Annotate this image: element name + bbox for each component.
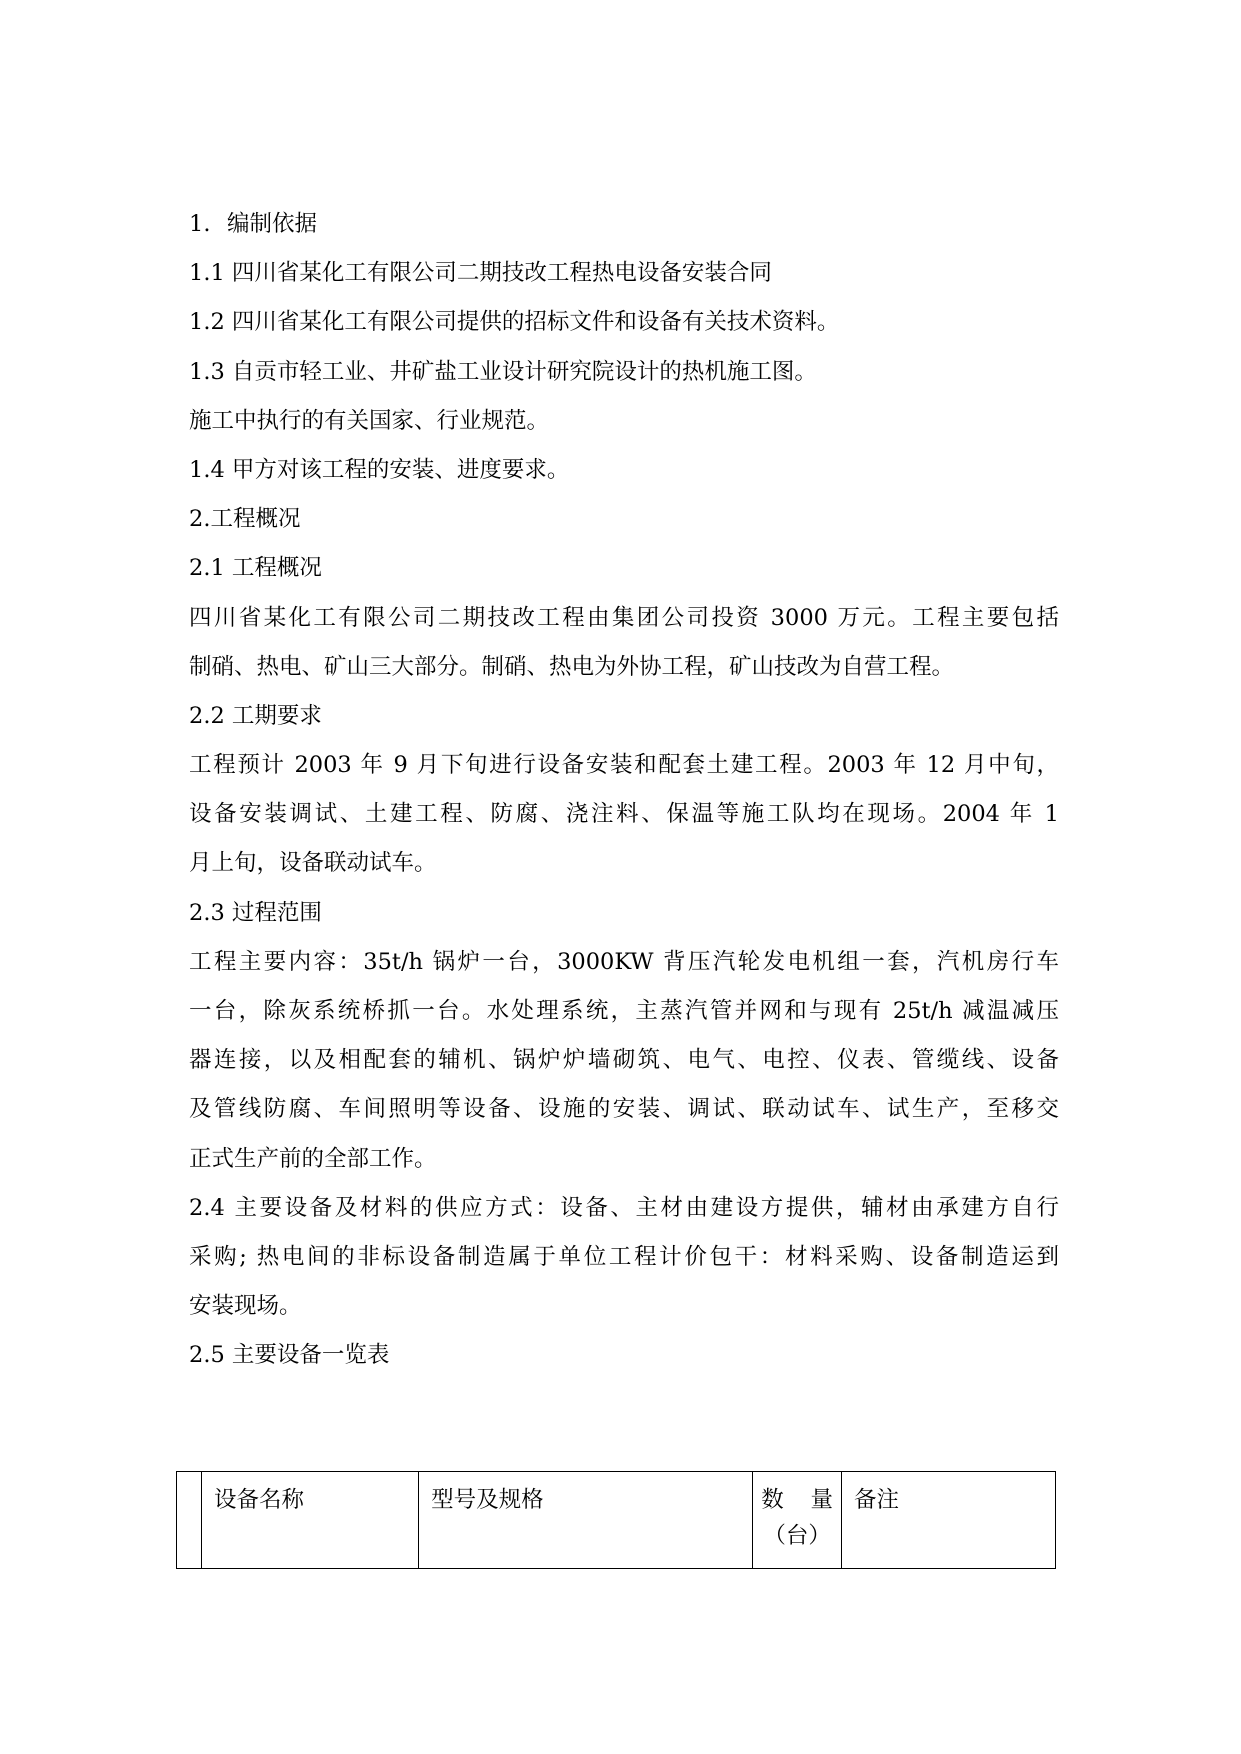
header-model-spec: 型号及规格 [419,1472,753,1569]
item-standards: 施工中执行的有关国家、行业规范。 [189,407,550,434]
heading-1-number: 1. [189,211,211,237]
paragraph-2-3-line: 器连接，以及相配套的辅机、锅炉炉墙砌筑、电气、电控、仪表、管缆线、设备 [189,1047,1059,1074]
paragraph-2-2-line: 月上旬，设备联动试车。 [189,850,437,877]
paragraph-2-1-line: 制硝、热电、矿山三大部分。制硝、热电为外协工程，矿山技改为自营工程。 [189,653,955,680]
quantity-label-left: 数 [761,1487,784,1513]
paragraph-2-4-line: 安装现场。 [189,1293,302,1320]
heading-2-2: 2.2 工期要求 [189,702,322,729]
header-remark: 备注 [841,1472,1055,1569]
paragraph-2-2-line: 工程预计 2003 年 9 月下旬进行设备安装和配套土建工程。2003 年 12 月中旬， [189,752,1059,779]
paragraph-2-1-line: 四川省某化工有限公司二期技改工程由集团公司投资 3000 万元。工程主要包括 [189,604,1059,631]
item-1-2: 1.2 四川省某化工有限公司提供的招标文件和设备有关技术资料。 [189,309,840,336]
heading-1-text: 编制依据 [227,211,318,237]
paragraph-2-4-line: 采购; 热电间的非标设备制造属于单位工程计价包干：材料采购、设备制造运到 [189,1243,1059,1270]
heading-1 [189,200,1059,249]
heading-2-5: 2.5 主要设备一览表 [189,1342,390,1369]
item-1-1: 1.1 四川省某化工有限公司二期技改工程热电设备安装合同 [189,260,772,287]
paragraph-2-3-line: 工程主要内容：35t/h 锅炉一台，3000KW 背压汽轮发电机组一套，汽机房行车 [189,948,1059,975]
quantity-label [761,1482,833,1518]
document-body [189,200,1059,1381]
heading-2-1: 2.1 工程概况 [189,555,322,582]
paragraph-2-3-line: 一台，除灰系统桥抓一台。水处理系统，主蒸汽管并网和与现有 25t/h 减温减压 [189,998,1059,1024]
heading-2-3: 2.3 过程范围 [189,899,322,926]
paragraph-2-3-line: 及管线防腐、车间照明等设备、设施的安装、调试、联动试车、试生产，至移交 [189,1096,1059,1123]
quantity-unit: （台） [763,1523,831,1549]
heading-2: 2.工程概况 [189,506,301,533]
equipment-table [176,1471,1056,1569]
header-index-cell [177,1472,202,1569]
header-equipment-name: 设备名称 [202,1472,419,1569]
item-1-4: 1.4 甲方对该工程的安装、进度要求。 [189,456,570,483]
table-header-row [177,1472,1056,1569]
header-quantity [753,1472,842,1569]
paragraph-2-4-line: 2.4 主要设备及材料的供应方式：设备、主材由建设方提供，辅材由承建方自行 [189,1194,1059,1221]
item-1-3: 1.3 自贡市轻工业、井矿盐工业设计研究院设计的热机施工图。 [189,358,817,385]
paragraph-2-2-line: 设备安装调试、土建工程、防腐、浇注料、保温等施工队均在现场。2004 年 1 [189,801,1059,828]
paragraph-2-3-line: 正式生产前的全部工作。 [189,1145,437,1172]
quantity-label-right: 量 [810,1487,833,1513]
